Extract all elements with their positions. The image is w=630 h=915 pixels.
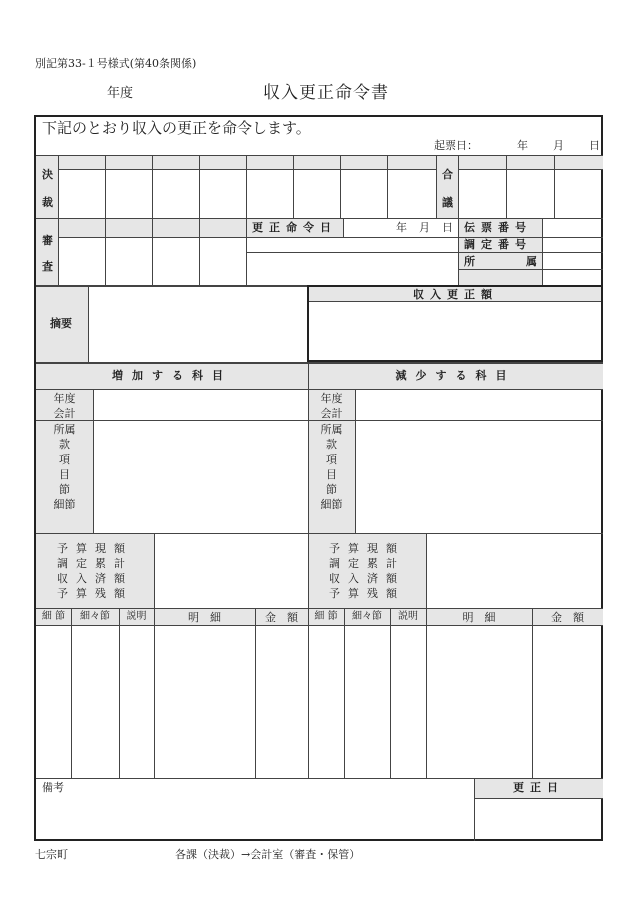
voucher-number-label: 伝票番号 — [464, 221, 532, 234]
approval-label-1: 決 — [42, 168, 53, 181]
approval-label-2: 裁 — [42, 196, 53, 209]
inc-col-explanation: 説明 — [126, 611, 147, 622]
increase-account-labels: 所属 款 項 目 節 細節 — [53, 423, 76, 511]
order-date-year: 年 — [396, 221, 407, 234]
approval-header-row — [58, 155, 436, 169]
inc-col-amount: 金 額 — [265, 611, 298, 624]
document-title: 収入更正命令書 — [263, 83, 389, 103]
dec-col-amount: 金 額 — [551, 611, 584, 624]
decrease-fiscal-labels: 年度 会計 — [320, 392, 343, 420]
department-label-right: 属 — [526, 255, 537, 268]
inc-col-breakdown: 明 細 — [188, 611, 221, 624]
increase-budget-labels: 予算現額 調定累計 収入済額 予算残額 — [57, 542, 133, 600]
order-date-day: 日 — [442, 221, 453, 234]
correction-date-label: 更正日 — [513, 781, 564, 794]
issue-date-month: 月 — [553, 139, 564, 152]
increase-heading: 増加する科目 — [112, 369, 232, 382]
order-date-label: 更正命令日 — [252, 221, 337, 234]
issue-date-label: 起票日： — [434, 139, 478, 152]
audit-label-1: 審 — [42, 234, 53, 247]
assessment-number-label: 調定番号 — [464, 238, 532, 251]
correction-amount-label: 収入更正額 — [413, 288, 498, 301]
form-number: 別記第33-１号様式(第40条関係) — [35, 57, 197, 70]
routing-note: 各課（決裁）→会計室（審査・保管） — [175, 848, 361, 861]
decrease-account-labels: 所属 款 項 目 節 細節 — [320, 423, 343, 511]
consult-label-2: 議 — [442, 196, 453, 209]
issue-date-day: 日 — [589, 139, 600, 152]
audit-label-2: 査 — [42, 260, 53, 273]
dec-col-explanation: 説明 — [398, 611, 418, 622]
dec-col-breakdown: 明 細 — [462, 611, 496, 624]
inc-col-subdetail: 細々節 — [80, 611, 110, 622]
order-date-month: 月 — [419, 221, 430, 234]
inc-col-detail: 細 節 — [41, 611, 66, 622]
department-label-left: 所 — [464, 255, 475, 268]
consult-header-row — [458, 155, 603, 169]
dec-col-subdetail: 細々節 — [352, 611, 382, 622]
town-name: 七宗町 — [35, 848, 68, 861]
consult-label-1: 合 — [442, 168, 453, 181]
remarks-label: 備考 — [42, 781, 64, 794]
summary-label: 摘要 — [50, 317, 72, 330]
decrease-heading: 減少する科目 — [395, 369, 516, 382]
decrease-budget-labels: 予算現額 調定累計 収入済額 予算残額 — [329, 542, 405, 600]
increase-fiscal-labels: 年度 会計 — [53, 392, 76, 420]
issue-date-year: 年 — [517, 139, 528, 152]
audit-label-cell — [36, 218, 58, 285]
fiscal-year-label: 年度 — [107, 86, 134, 101]
correction-order-form — [34, 115, 603, 841]
dec-col-detail: 細 節 — [314, 611, 338, 622]
instruction-text: 下記のとおり収入の更正を命令します。 — [42, 119, 311, 137]
